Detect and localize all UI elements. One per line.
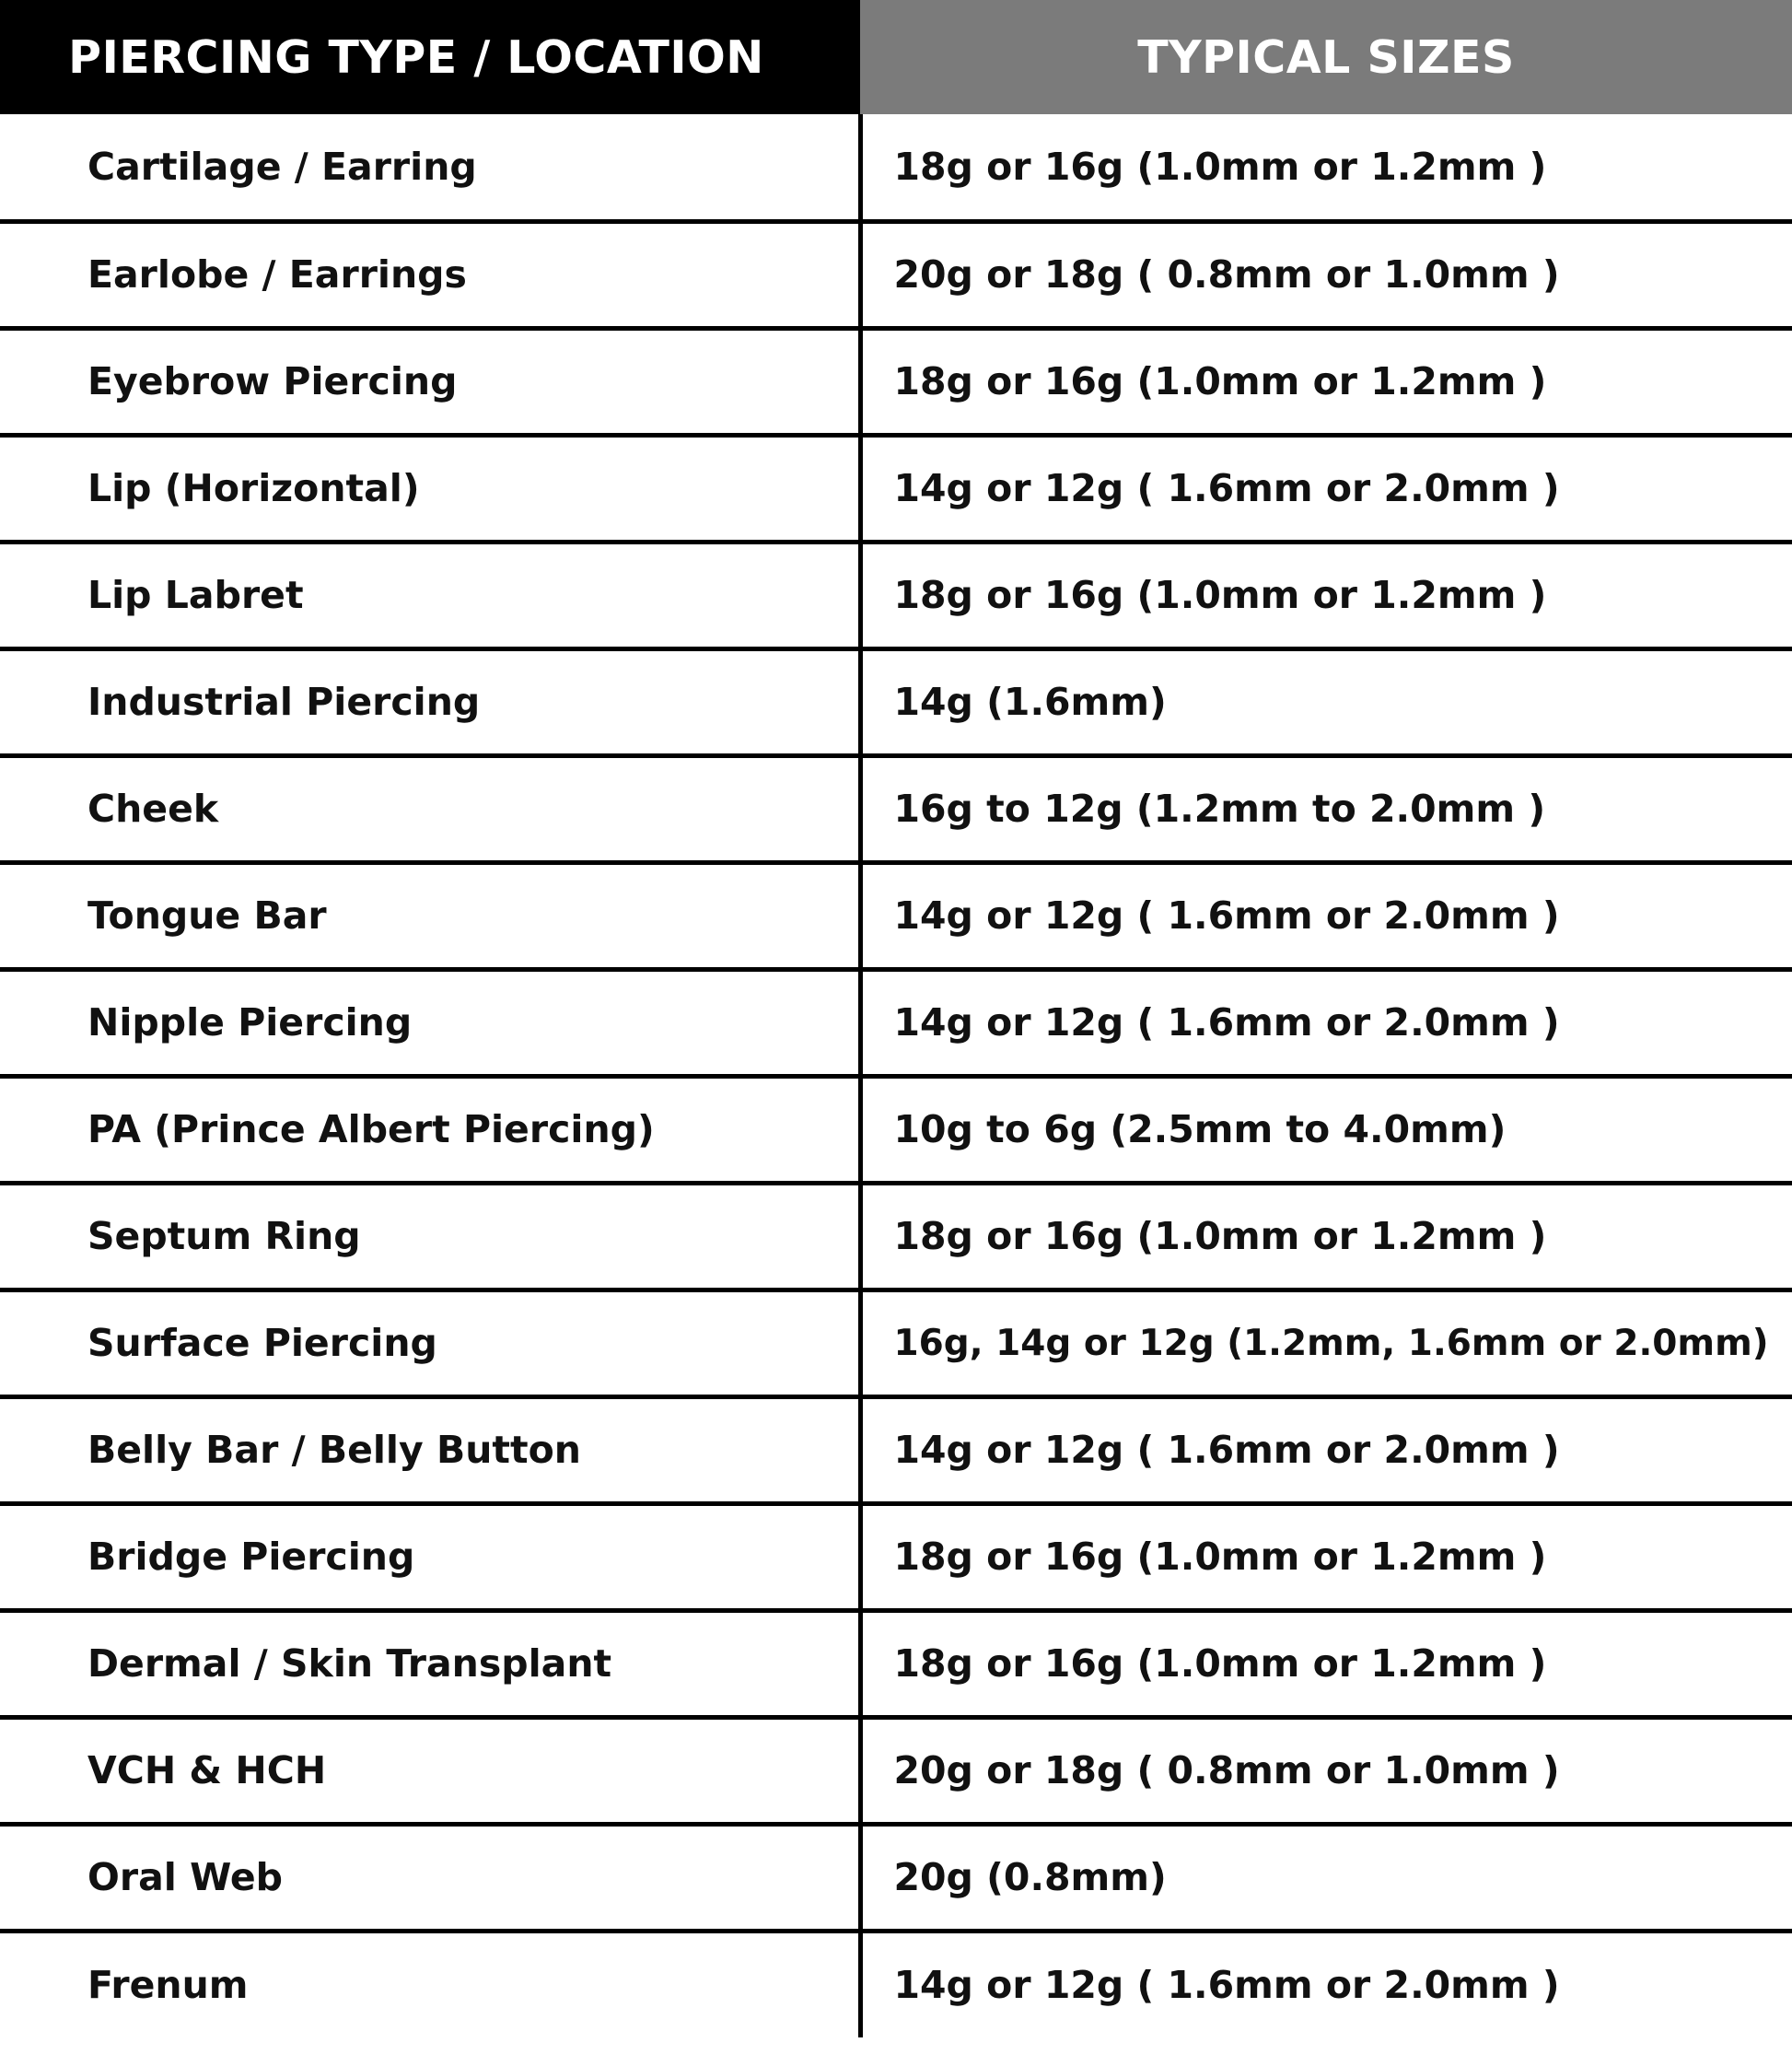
cell-piercing-type: Lip Labret [0, 542, 860, 648]
cell-typical-size: 18g or 16g (1.0mm or 1.2mm ) [860, 114, 1792, 221]
cell-piercing-type: PA (Prince Albert Piercing) [0, 1076, 860, 1183]
cell-typical-size: 14g or 12g ( 1.6mm or 2.0mm ) [860, 1396, 1792, 1503]
table-row [0, 1396, 1792, 1503]
cell-typical-size: 20g (0.8mm) [860, 1824, 1792, 1931]
column-header-piercing-type: PIERCING TYPE / LOCATION [0, 0, 860, 114]
cell-typical-size: 14g or 12g ( 1.6mm or 2.0mm ) [860, 862, 1792, 969]
column-header-typical-sizes: TYPICAL SIZES [860, 0, 1792, 114]
table-row [0, 1290, 1792, 1396]
cell-typical-size: 20g or 18g ( 0.8mm or 1.0mm ) [860, 1717, 1792, 1824]
cell-typical-size: 16g, 14g or 12g (1.2mm, 1.6mm or 2.0mm) [860, 1290, 1792, 1396]
cell-typical-size: 14g (1.6mm) [860, 648, 1792, 755]
cell-typical-size: 18g or 16g (1.0mm or 1.2mm ) [860, 1503, 1792, 1610]
cell-typical-size: 10g to 6g (2.5mm to 4.0mm) [860, 1076, 1792, 1183]
cell-typical-size: 14g or 12g ( 1.6mm or 2.0mm ) [860, 969, 1792, 1076]
table-body [0, 114, 1792, 2037]
table-row [0, 328, 1792, 435]
table-row [0, 969, 1792, 1076]
cell-piercing-type: Tongue Bar [0, 862, 860, 969]
table-row [0, 1931, 1792, 2037]
cell-piercing-type: Lip (Horizontal) [0, 435, 860, 542]
table-header [0, 0, 1792, 114]
table-row [0, 648, 1792, 755]
cell-typical-size: 18g or 16g (1.0mm or 1.2mm ) [860, 328, 1792, 435]
cell-piercing-type: Dermal / Skin Transplant [0, 1610, 860, 1717]
table-row [0, 114, 1792, 221]
table-row [0, 221, 1792, 328]
cell-typical-size: 18g or 16g (1.0mm or 1.2mm ) [860, 1610, 1792, 1717]
cell-typical-size: 14g or 12g ( 1.6mm or 2.0mm ) [860, 435, 1792, 542]
table-row [0, 1183, 1792, 1290]
table-row [0, 1503, 1792, 1610]
cell-piercing-type: Earlobe / Earrings [0, 221, 860, 328]
table-row [0, 862, 1792, 969]
table-row [0, 435, 1792, 542]
cell-typical-size: 20g or 18g ( 0.8mm or 1.0mm ) [860, 221, 1792, 328]
cell-piercing-type: Surface Piercing [0, 1290, 860, 1396]
cell-typical-size: 14g or 12g ( 1.6mm or 2.0mm ) [893, 1963, 1560, 2008]
cell-piercing-type: Frenum [0, 1931, 860, 2037]
table-header-row [0, 0, 1792, 114]
cell-piercing-type: Nipple Piercing [0, 969, 860, 1076]
cell-piercing-type: Industrial Piercing [0, 648, 860, 755]
cell-typical-size: 16g to 12g (1.2mm to 2.0mm ) [860, 755, 1792, 862]
cell-piercing-type: Belly Bar / Belly Button [0, 1396, 860, 1503]
cell-typical-size: 18g or 16g (1.0mm or 1.2mm ) [860, 542, 1792, 648]
table-row [0, 1610, 1792, 1717]
cell-typical-size: 18g or 16g (1.0mm or 1.2mm ) [860, 1183, 1792, 1290]
table-row [0, 1717, 1792, 1824]
cell-piercing-type: Cheek [0, 755, 860, 862]
table-row [0, 542, 1792, 648]
table-row [0, 755, 1792, 862]
table-row [0, 1076, 1792, 1183]
cell-piercing-type: VCH & HCH [0, 1717, 860, 1824]
cell-piercing-type: Septum Ring [0, 1183, 860, 1290]
table-row [0, 1824, 1792, 1931]
cell-piercing-type: Eyebrow Piercing [0, 328, 860, 435]
cell-piercing-type: Cartilage / Earring [0, 114, 860, 221]
cell-piercing-type: Bridge Piercing [0, 1503, 860, 1610]
cell-piercing-type: Oral Web [0, 1824, 860, 1931]
